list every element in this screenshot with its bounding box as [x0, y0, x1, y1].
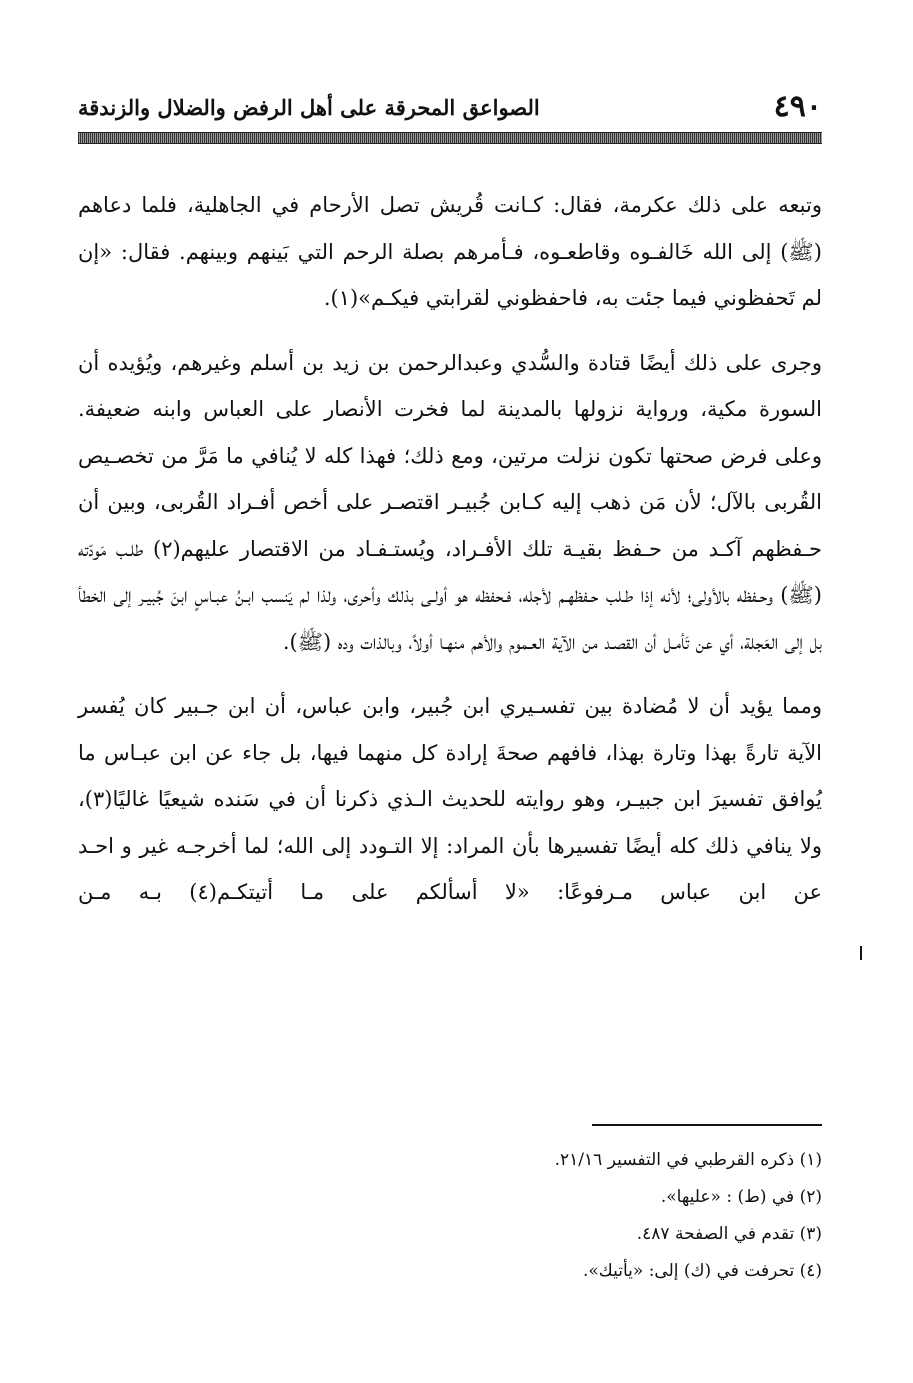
- footnote: (٢) في (ط) : «عليها».: [660, 1187, 822, 1207]
- footnote: (١) ذكره القرطبي في التفسير ٢١/١٦.: [554, 1150, 822, 1170]
- header-rule: [78, 132, 822, 144]
- paragraph: ومما يؤيد أن لا مُضادة بين تفسـيري ابن جُبير، وابن عباس، أن ابن جـبير كان يُفسر الآية تارةً بهذا وتارة بهذا، فافهم صحةَ إرادة كل منهما فيها، بل جاء عن ابن عبـاس ما يُوافق تفسيرَ ابن جبيـر، وهو روايته للحديث الـذي ذكرنا أن في سَنده شيعيًا غاليًا(٣)، ولا ينافي ذلك كله أيضًا تفسيرها بأن المراد: إلا التـودد إلى الله؛ لما أخرجـه غير و احـد عن ابن عباس مـرفوعًا: «لا أسألكم على مـا أتيتكـم(٤) بـه مـن: [78, 694, 822, 904]
- footnote: (٤) تحرفت في (ك) إلى: «يأتيك».: [582, 1261, 822, 1281]
- footnotes: [122, 1142, 822, 1290]
- page-header: [78, 88, 822, 128]
- page-number: ٤٩٠: [773, 89, 822, 124]
- running-title: الصواعق المحرقة على أهل الرفض والضلال والزندقة: [78, 95, 540, 120]
- margin-mark: [860, 946, 862, 960]
- paragraph: وتبعه على ذلك عكرمة، فقال: كـانت قُريش تصل الأرحام في الجاهلية، فلما دعاهم (ﷺ) إلى الله خَالفـوه وقاطعـوه، فـأمرهم بصلة الرحم التي بَينهم وبينهم. فقال: «إن لم تَحفظوني فيما جئت به، فاحفظوني لقرابتي فيكـم»(١).: [78, 193, 822, 310]
- footnote-separator: [592, 1124, 822, 1126]
- paragraph: وجرى على ذلك أيضًا قتادة والسُّدي وعبدالرحمن بن زيد بن أسلم وغيرهم، ويُؤيده أن السورة مكية، ورواية نزولها بالمدينة لما فخرت الأنصار على العباس وابنه ضعيفة. وعلى فرض صحتها تكون نزلت مرتين، ومع ذلك؛ فهذا كله لا يُنافي ما مَرَّ من تخصـيص القُربى بالآل؛ لأن مَن ذهب إليه كـابن جُبيـر اقتصـر على أخص أفـراد القُربى، وبين أن حـفظهم آكـد من حـفظ بقيـة تلك الأفـراد، ويُستـفـاد من الاقتصار عليهم(٢) طلـب مَودّته (ﷺ) وحـفظه بالأولى؛ لأنه إذا طـلب حـفظهـم لأجله، فـحفظه هو أولـى بذلك وأحرى، ولذا لم يَنسب ابـنُ عبـاسٍ ابنَ جُبيـر إلى الخطأ بل إلى العَجلة، أي عن تَأمـل أن القصـد من الآية العـموم والأهم منهـا أولاً، وبالذات وده (ﷺ).: [78, 350, 822, 654]
- footnote: (٣) تقدم في الصفحة ٤٨٧.: [636, 1224, 822, 1244]
- main-text: [78, 182, 822, 916]
